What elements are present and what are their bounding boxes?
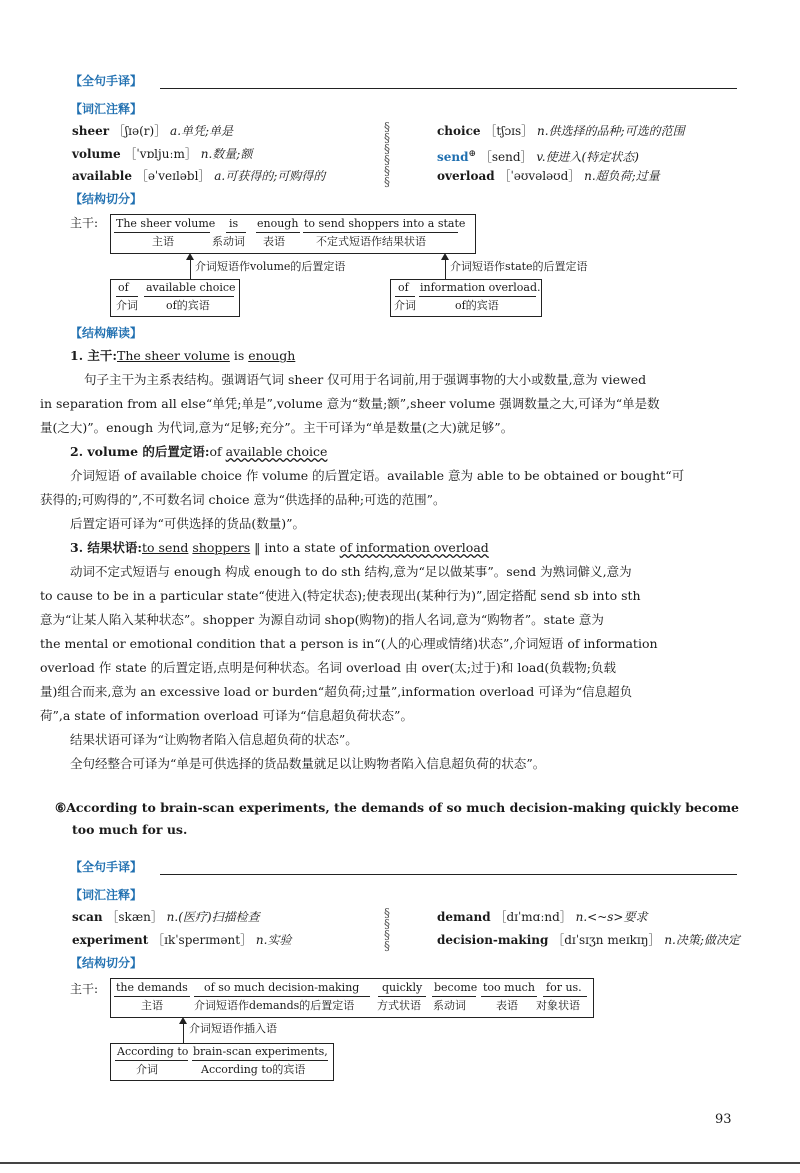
full-translation-heading-2: 【全句手译】 [70, 860, 143, 874]
p2-prep: of [398, 281, 409, 294]
main-clause-label: 主干: [70, 216, 99, 230]
p1-obj: available choice [146, 281, 236, 294]
p2-obj: information overload. [420, 281, 541, 294]
seg2-predicative: too much [483, 981, 535, 994]
label2-subject: 主语 [141, 999, 163, 1012]
column-divider-2: § § § § [384, 906, 389, 953]
vocab-entry-choice: choice ［tʃɔɪs］ n.供选择的品种;可选的范围 [437, 124, 685, 138]
point-3-line-3: 意为“让某人陷入某种状态”。shopper 为源自动词 shop(购物)的指人名词,意为“购物者”。state 意为 [40, 612, 604, 627]
translation-blank-line-2 [160, 874, 737, 875]
vocab-entry-experiment: experiment ［ɪkˈsperɪmənt］ n.实验 [72, 933, 292, 947]
point-3-summary: 结果状语可译为“让购物者陷入信息超负荷的状态”。 [70, 732, 358, 747]
p1-prep: of [118, 281, 129, 294]
analysis-heading: 【结构解读】 [70, 326, 143, 340]
label2-object-adv: 对象状语 [536, 999, 580, 1012]
point-2-line-1: 介词短语 of available choice 作 volume 的后置定语。available 意为 able to be obtained or bought“可 [70, 468, 685, 483]
footer-rule [0, 1162, 800, 1164]
label-predicative: 表语 [263, 235, 285, 248]
point-2-line-2: 获得的;可购得的”,不可数名词 choice 意为“供选择的品种;可选的范围”。 [40, 492, 446, 507]
sentence-6-cont: too much for us. [72, 822, 188, 837]
seg2-object-adv: for us. [546, 981, 582, 994]
label2-attributive: 介词短语作demands的后置定语 [194, 999, 355, 1012]
full-translation-heading: 【全句手译】 [70, 74, 143, 88]
structure-heading: 【结构切分】 [70, 192, 143, 206]
annotation-parenthetical: 介词短语作插入语 [189, 1022, 277, 1035]
point-3-line-5: overload 作 state 的后置定语,点明是何种状态。名词 overload 由 over(太;过于)和 load(负载物;负载 [40, 660, 616, 675]
seg-adverbial: to send shoppers into a state [304, 217, 466, 230]
point-1-line-3: 量(之大)”。enough 为代词,意为“足够;充分”。主干可译为“单是数量(之大)就足够”。 [40, 420, 514, 435]
seg-predicative: enough [257, 217, 299, 230]
vocab-heading-2: 【词汇注释】 [70, 888, 143, 902]
point-2-title: 2. volume 的后置定语:of available choice [70, 444, 328, 459]
seg2-subject: the demands [116, 981, 188, 994]
plus-circle-icon: ⊕ [468, 149, 477, 159]
label2-verb: 系动词 [433, 999, 466, 1012]
label-adverbial: 不定式短语作结果状语 [316, 235, 426, 248]
p1-obj-label: of的宾语 [166, 299, 210, 312]
point-3-title: 3. 结果状语:to send shoppers ‖ into a state of information overload [70, 540, 489, 555]
vocab-entry-decision-making: decision-making ［dɪˈsɪʒn meɪkɪŋ］ n.决策;做决定 [437, 933, 740, 947]
sentence-number: ⑥ [55, 800, 67, 815]
point-3-line-7: 荷”,a state of information overload 可译为“信息超负荷状态”。 [40, 708, 413, 723]
seg2-verb: become [434, 981, 478, 994]
point-3-line-6: 量)组合而来,意为 an excessive load or burden“超负荷;过量”,information overload 可译为“信息超负 [40, 684, 633, 699]
annotation-volume: 介词短语作volume的后置定语 [195, 260, 346, 273]
vocab-entry-overload: overload ［ˈəʊvələʊd］ n.超负荷;过量 [437, 169, 660, 183]
full-sentence-translation: 全句经整合可译为“单是可供选择的货品数量就足以让购物者陷入信息超负荷的状态”。 [70, 756, 546, 771]
p3-obj: brain-scan experiments, [193, 1045, 328, 1058]
vocab-entry-send: send⊕ ［send］ v.使进入(特定状态) [437, 149, 639, 164]
label-subject: 主语 [152, 235, 174, 248]
point-1-line-1: 句子主干为主系表结构。强调语气词 sheer 仅可用于名词前,用于强调事物的大小或数量,意为 viewed [84, 372, 647, 387]
vocab-entry-demand: demand ［dɪˈmɑːnd］ n.<~s>要求 [437, 910, 648, 924]
p3-obj-label: According to的宾语 [201, 1063, 306, 1076]
vocab-entry-sheer: sheer ［ʃɪə(r)］ a.单凭;单是 [72, 124, 234, 138]
structure-heading-2: 【结构切分】 [70, 956, 143, 970]
p3-prep: According to [117, 1045, 189, 1058]
seg-verb: is [229, 217, 239, 230]
p3-prep-label: 介词 [136, 1063, 158, 1076]
vocab-entry-scan: scan ［skæn］ n.(医疗)扫描检查 [72, 910, 260, 924]
label2-manner: 方式状语 [377, 999, 421, 1012]
column-divider: § § § § § § [384, 120, 389, 189]
seg2-attributive: of so much decision-making [204, 981, 360, 994]
label-verb: 系动词 [212, 235, 245, 248]
point-3-line-4: the mental or emotional condition that a person is in“(人的心理或情绪)状态”,介词短语 of information [40, 636, 658, 651]
vocab-entry-available: available ［əˈveɪləbl］ a.可获得的;可购得的 [72, 169, 326, 183]
vocab-entry-volume: volume ［ˈvɒljuːm］ n.数量;额 [72, 147, 253, 161]
main-clause-label-2: 主干: [70, 982, 99, 996]
point-2-summary: 后置定语可译为“可供选择的货品(数量)”。 [70, 516, 306, 531]
point-3-line-2: to cause to be in a particular state“使进入(特定状态);使表现出(某种行为)”,固定搭配 send sb into sth [40, 588, 641, 603]
translation-blank-line [160, 88, 737, 89]
p2-obj-label: of的宾语 [455, 299, 499, 312]
page-number: 93 [715, 1112, 732, 1127]
vocab-heading: 【词汇注释】 [70, 102, 143, 116]
seg2-manner: quickly [382, 981, 423, 994]
p1-prep-label: 介词 [116, 299, 138, 312]
seg-subject: The sheer volume [116, 217, 216, 230]
point-1-line-2: in separation from all else“单凭;单是”,volume 意为“数量;额”,sheer volume 强调数量之大,可译为“单是数 [40, 396, 660, 411]
sentence-6: ⑥According to brain-scan experiments, the demands of so much decision-making quickly become [55, 800, 740, 815]
annotation-state: 介词短语作state的后置定语 [450, 260, 588, 273]
point-3-line-1: 动词不定式短语与 enough 构成 enough to do sth 结构,意为“足以做某事”。send 为熟词僻义,意为 [70, 564, 632, 579]
label2-predicative: 表语 [496, 999, 518, 1012]
point-1-title: 1. 主干:The sheer volume is enough [70, 348, 296, 363]
p2-prep-label: 介词 [394, 299, 416, 312]
